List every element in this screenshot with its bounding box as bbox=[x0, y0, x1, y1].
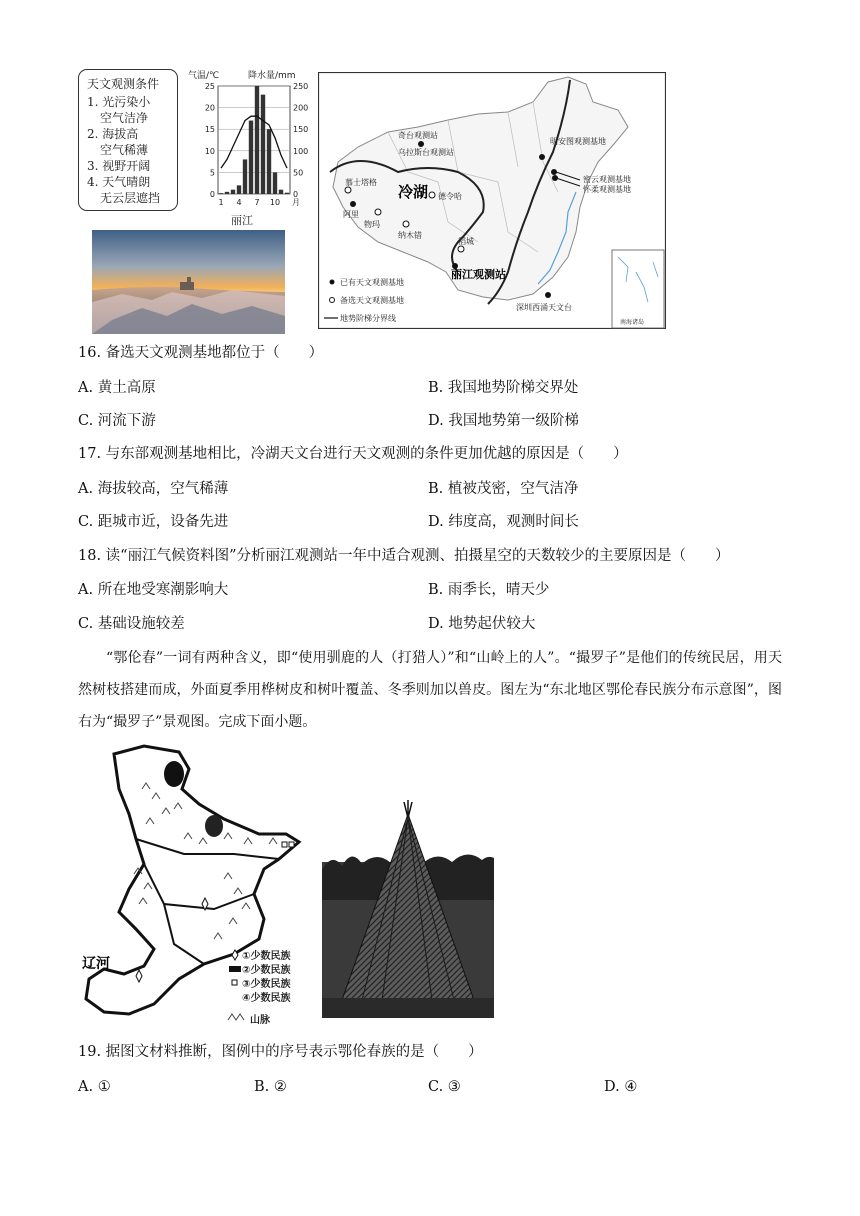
q18-stem: 18. 读“丽江气候资料图”分析丽江观测站一年中适合观测、拍摄星空的天数较少的主要原因是（ ） bbox=[78, 548, 730, 564]
x-tick: 7 bbox=[254, 198, 260, 207]
precip-bar bbox=[279, 190, 283, 194]
label-ali: 阿里 bbox=[343, 210, 359, 219]
q16-option-a[interactable]: A. 黄土高原 bbox=[78, 380, 156, 396]
q17-option-c[interactable]: C. 距城市近，设备先进 bbox=[78, 514, 229, 530]
condition-item: 无云层遮挡 bbox=[100, 191, 161, 205]
y-right-tick: 0 bbox=[293, 190, 299, 199]
legend-4: ④少数民族 bbox=[242, 993, 291, 1004]
y-left-tick: 15 bbox=[204, 125, 215, 135]
label-huairou: 怀柔观测基地 bbox=[583, 185, 631, 194]
q18-option-c[interactable]: C. 基础设施较差 bbox=[78, 616, 185, 632]
q19-stem: 19. 据图文材料推断，图例中的序号表示鄂伦春族的是（ ） bbox=[78, 1044, 483, 1060]
precip-bar bbox=[237, 185, 241, 194]
legend-mountain: 山脉 bbox=[250, 1015, 270, 1026]
label-daocheng: 稻城 bbox=[458, 237, 474, 246]
precip-bar bbox=[267, 129, 271, 194]
y-right-tick: 250 bbox=[293, 82, 309, 91]
legend-3: ③少数民族 bbox=[242, 979, 291, 990]
label-mushitage: 慕士塔格 bbox=[345, 178, 377, 187]
precip-bar bbox=[219, 193, 223, 194]
q17-option-a[interactable]: A. 海拔较高，空气稀薄 bbox=[78, 481, 229, 497]
temperature-line bbox=[221, 116, 287, 168]
precip-bar bbox=[273, 172, 277, 194]
q19-option-a[interactable]: A. ① bbox=[78, 1079, 111, 1095]
q16-option-c[interactable]: C. 河流下游 bbox=[78, 413, 156, 429]
label-lijiang: 丽江观测站 bbox=[451, 268, 506, 281]
x-tick: 4 bbox=[236, 198, 242, 207]
q19-option-d[interactable]: D. ④ bbox=[604, 1079, 638, 1095]
y-right-tick: 150 bbox=[293, 125, 309, 135]
label-delingha: 德令哈 bbox=[438, 192, 462, 201]
q18-option-b[interactable]: B. 雨季长，晴天少 bbox=[428, 582, 550, 598]
legend-2: ②少数民族 bbox=[242, 965, 291, 976]
observation-conditions-box bbox=[78, 69, 178, 211]
label-liao-river: 辽河 bbox=[82, 956, 110, 972]
q19-option-b[interactable]: B. ② bbox=[254, 1079, 287, 1095]
condition-item: 3. 视野开阔 bbox=[87, 159, 151, 173]
label-wulasitai: 乌拉斯台观测站 bbox=[398, 148, 454, 157]
precip-bar bbox=[285, 193, 289, 194]
label-namucuo: 纳木错 bbox=[398, 231, 422, 240]
q16-stem: 16. 备选天文观测基地都位于（ ） bbox=[78, 345, 324, 361]
precip-bar bbox=[231, 190, 235, 194]
precip-bar bbox=[243, 159, 247, 194]
label-lenghu: 冷湖 bbox=[398, 183, 429, 201]
legend-existing: 已有天文观测基地 bbox=[340, 278, 404, 287]
cuoluozi-photo bbox=[322, 800, 494, 1018]
q17-option-d[interactable]: D. 纬度高，观测时间长 bbox=[428, 514, 579, 530]
y-right-tick: 200 bbox=[293, 103, 309, 113]
condition-item: 空气稀薄 bbox=[100, 143, 149, 157]
precip-axis-label: 降水量/mm bbox=[248, 71, 296, 81]
y-left-tick: 0 bbox=[209, 190, 215, 199]
precip-bar bbox=[225, 192, 229, 194]
precip-bar bbox=[249, 121, 253, 194]
condition-item: 1. 光污染小 bbox=[87, 95, 151, 109]
q18-option-a[interactable]: A. 所在地受寒潮影响大 bbox=[78, 582, 229, 598]
q17-stem: 17. 与东部观测基地相比，冷湖天文台进行天文观测的条件更加优越的原因是（ ） bbox=[78, 446, 628, 462]
condition-item: 2. 海拔高 bbox=[87, 127, 139, 141]
x-unit: 月 bbox=[292, 198, 300, 207]
label-qitai: 奇台观测站 bbox=[398, 131, 438, 140]
legend-1: ①少数民族 bbox=[242, 951, 291, 962]
y-right-tick: 100 bbox=[293, 146, 309, 156]
label-mingantu: 明安图观测基地 bbox=[550, 137, 606, 146]
q17-option-b[interactable]: B. 植被茂密，空气洁净 bbox=[428, 481, 579, 497]
legend-step-line: 地势阶梯分界线 bbox=[340, 314, 396, 323]
china-observatory-map bbox=[318, 72, 666, 329]
condition-item: 4. 天气晴朗 bbox=[87, 175, 151, 189]
y-right-tick: 50 bbox=[293, 168, 304, 178]
q19-option-c[interactable]: C. ③ bbox=[428, 1079, 461, 1095]
mountain-observatory-photo bbox=[92, 230, 285, 334]
label-south-sea: 南海诸岛 bbox=[620, 319, 645, 326]
x-tick: 1 bbox=[218, 198, 224, 207]
legend-candidate: 备选天文观测基地 bbox=[340, 296, 404, 305]
precip-bar bbox=[261, 95, 265, 194]
label-miyun: 密云观测基地 bbox=[583, 175, 631, 184]
material-paragraph: “鄂伦春”一词有两种含义，即“使用驯鹿的人（打猎人）”和“山岭上的人”。“撮罗子”是他们的传统民居，用天然树枝搭建而成，外面夏季用桦树皮和树叶覆盖、冬季则加以兽皮。图左为“东北地区鄂伦春民族分布示意图”，图右为“撮罗子”景观图。完成下面小题。 bbox=[78, 650, 782, 730]
label-wuma: 物玛 bbox=[364, 220, 380, 229]
northeast-oroqen-map bbox=[74, 744, 330, 1030]
q18-option-d[interactable]: D. 地势起伏较大 bbox=[428, 616, 536, 632]
label-shenzhen: 深圳西涌天文台 bbox=[516, 303, 572, 312]
y-left-tick: 25 bbox=[204, 82, 215, 91]
x-tick: 10 bbox=[269, 198, 281, 207]
precip-bar bbox=[255, 86, 259, 194]
chart-frame bbox=[218, 86, 290, 194]
y-left-tick: 10 bbox=[204, 146, 215, 156]
q16-option-d[interactable]: D. 我国地势第一级阶梯 bbox=[428, 413, 579, 429]
conditions-title: 天文观测条件 bbox=[87, 77, 160, 91]
chart-caption: 丽江 bbox=[231, 214, 253, 227]
y-left-tick: 5 bbox=[209, 168, 215, 178]
q16-option-b[interactable]: B. 我国地势阶梯交界处 bbox=[428, 380, 579, 396]
condition-item: 空气洁净 bbox=[100, 111, 149, 125]
temp-axis-label: 气温/℃ bbox=[188, 71, 220, 81]
lijiang-climate-chart bbox=[184, 66, 312, 230]
y-left-tick: 20 bbox=[204, 103, 215, 113]
